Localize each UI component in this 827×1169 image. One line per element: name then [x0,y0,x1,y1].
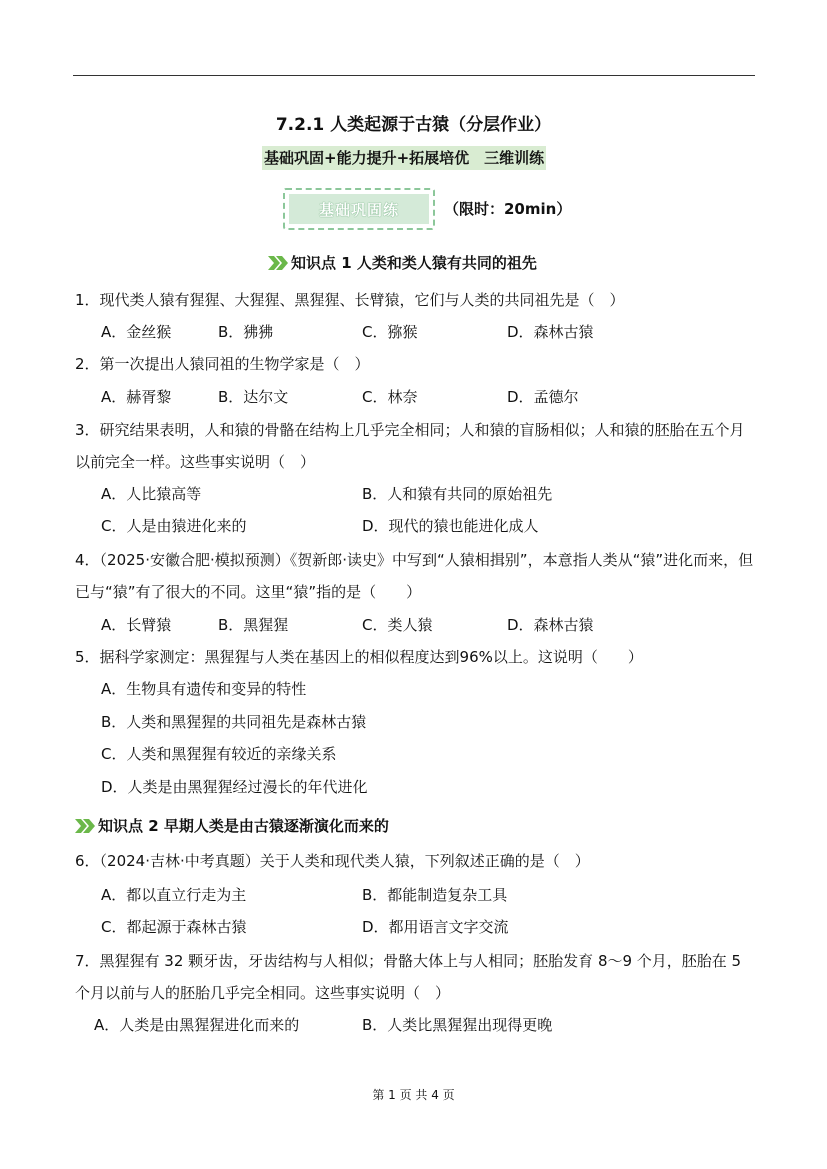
question-6-stem: 6．（2024·吉林·中考真题）关于人类和现代类人猿，下列叙述正确的是（ ） [75,852,590,870]
question-6-option-a: A．都以直立行走为主 [101,886,247,904]
page-footer: 第 1 页 共 4 页 [372,1088,455,1102]
question-6-option-c: C．都起源于森林古猿 [101,918,247,936]
question-5-option-d: D．人类是由黑猩猩经过漫长的年代进化 [101,778,368,796]
question-7-option-a: A．人类是由黑猩猩进化而来的 [94,1016,300,1034]
double-chevron-icon [75,819,95,833]
question-6-option-d: D．都用语言文字交流 [362,918,509,936]
question-4-option-b: B．黑猩猩 [218,616,289,634]
question-4-option-c: C．类人猿 [362,616,433,634]
knowledge-point-1 [268,252,537,274]
question-4-stem: 4．（2025·安徽合肥·模拟预测）《贺新郎·读史》中写到“人猿相揖别”，本意指人类从“猿”进化而来，但已与“猿”有了很大的不同。这里“猿”指的是（ ） [75,551,754,601]
question-5-option-b: B．人类和黑猩猩的共同祖先是森林古猿 [101,713,367,731]
question-5-option-a: A．生物具有遗传和变异的特性 [101,680,307,698]
question-2-stem: 2．第一次提出人猿同祖的生物学家是（ ） [75,355,370,373]
question-1-option-c: C．猕猴 [362,323,418,341]
knowledge-point-1-label: 知识点 1 人类和类人猿有共同的祖先 [291,254,537,272]
badge-label: 基础巩固练 [289,194,429,224]
question-7-stem: 7．黑猩猩有 32 颗牙齿，牙齿结构与人相似；骨骼大体上与人相同；胚胎发育 8～9 个月，胚胎在 5 个月以前与人的胚胎几乎完全相同。这些事实说明（ ） [75,952,742,1002]
question-2-option-c: C．林奈 [362,388,418,406]
question-3-option-b: B．人和猿有共同的原始祖先 [362,485,553,503]
knowledge-point-2-label: 知识点 2 早期人类是由古猿逐渐演化而来的 [98,817,389,835]
question-2-option-a: A．赫胥黎 [101,388,172,406]
question-3-option-c: C．人是由猿进化来的 [101,517,247,535]
question-6-option-b: B．都能制造复杂工具 [362,886,508,904]
time-limit: （限时：20min） [444,200,572,218]
section-badge [283,188,435,230]
question-5-option-c: C．人类和黑猩猩有较近的亲缘关系 [101,745,337,763]
page-subtitle: 基础巩固+能力提升+拓展培优 三维训练 [262,146,546,170]
question-4-option-a: A．长臂猿 [101,616,172,634]
question-3-option-d: D．现代的猿也能进化成人 [362,517,539,535]
question-3-stem: 3．研究结果表明，人和猿的骨骼在结构上几乎完全相同；人和猿的盲肠相似；人和猿的胚胎在五个月以前完全一样。这些事实说明（ ） [75,421,745,471]
question-4-option-d: D．森林古猿 [507,616,594,634]
question-1-stem: 1．现代类人猿有猩猩、大猩猩、黑猩猩、长臂猿，它们与人类的共同祖先是（ ） [75,291,625,309]
question-1-option-d: D．森林古猿 [507,323,594,341]
double-chevron-icon [268,256,288,270]
question-1-option-b: B．狒狒 [218,323,274,341]
question-5-stem: 5．据科学家测定：黑猩猩与人类在基因上的相似程度达到96%以上。这说明（ ） [75,648,643,666]
header-rule [73,75,755,76]
page-title: 7.2.1 人类起源于古猿（分层作业） [275,115,552,135]
question-3-option-a: A．人比猿高等 [101,485,202,503]
question-7-option-b: B．人类比黑猩猩出现得更晚 [362,1016,553,1034]
knowledge-point-2 [75,815,389,837]
question-1-option-a: A．金丝猴 [101,323,172,341]
question-2-option-b: B．达尔文 [218,388,289,406]
question-2-option-d: D．孟德尔 [507,388,579,406]
